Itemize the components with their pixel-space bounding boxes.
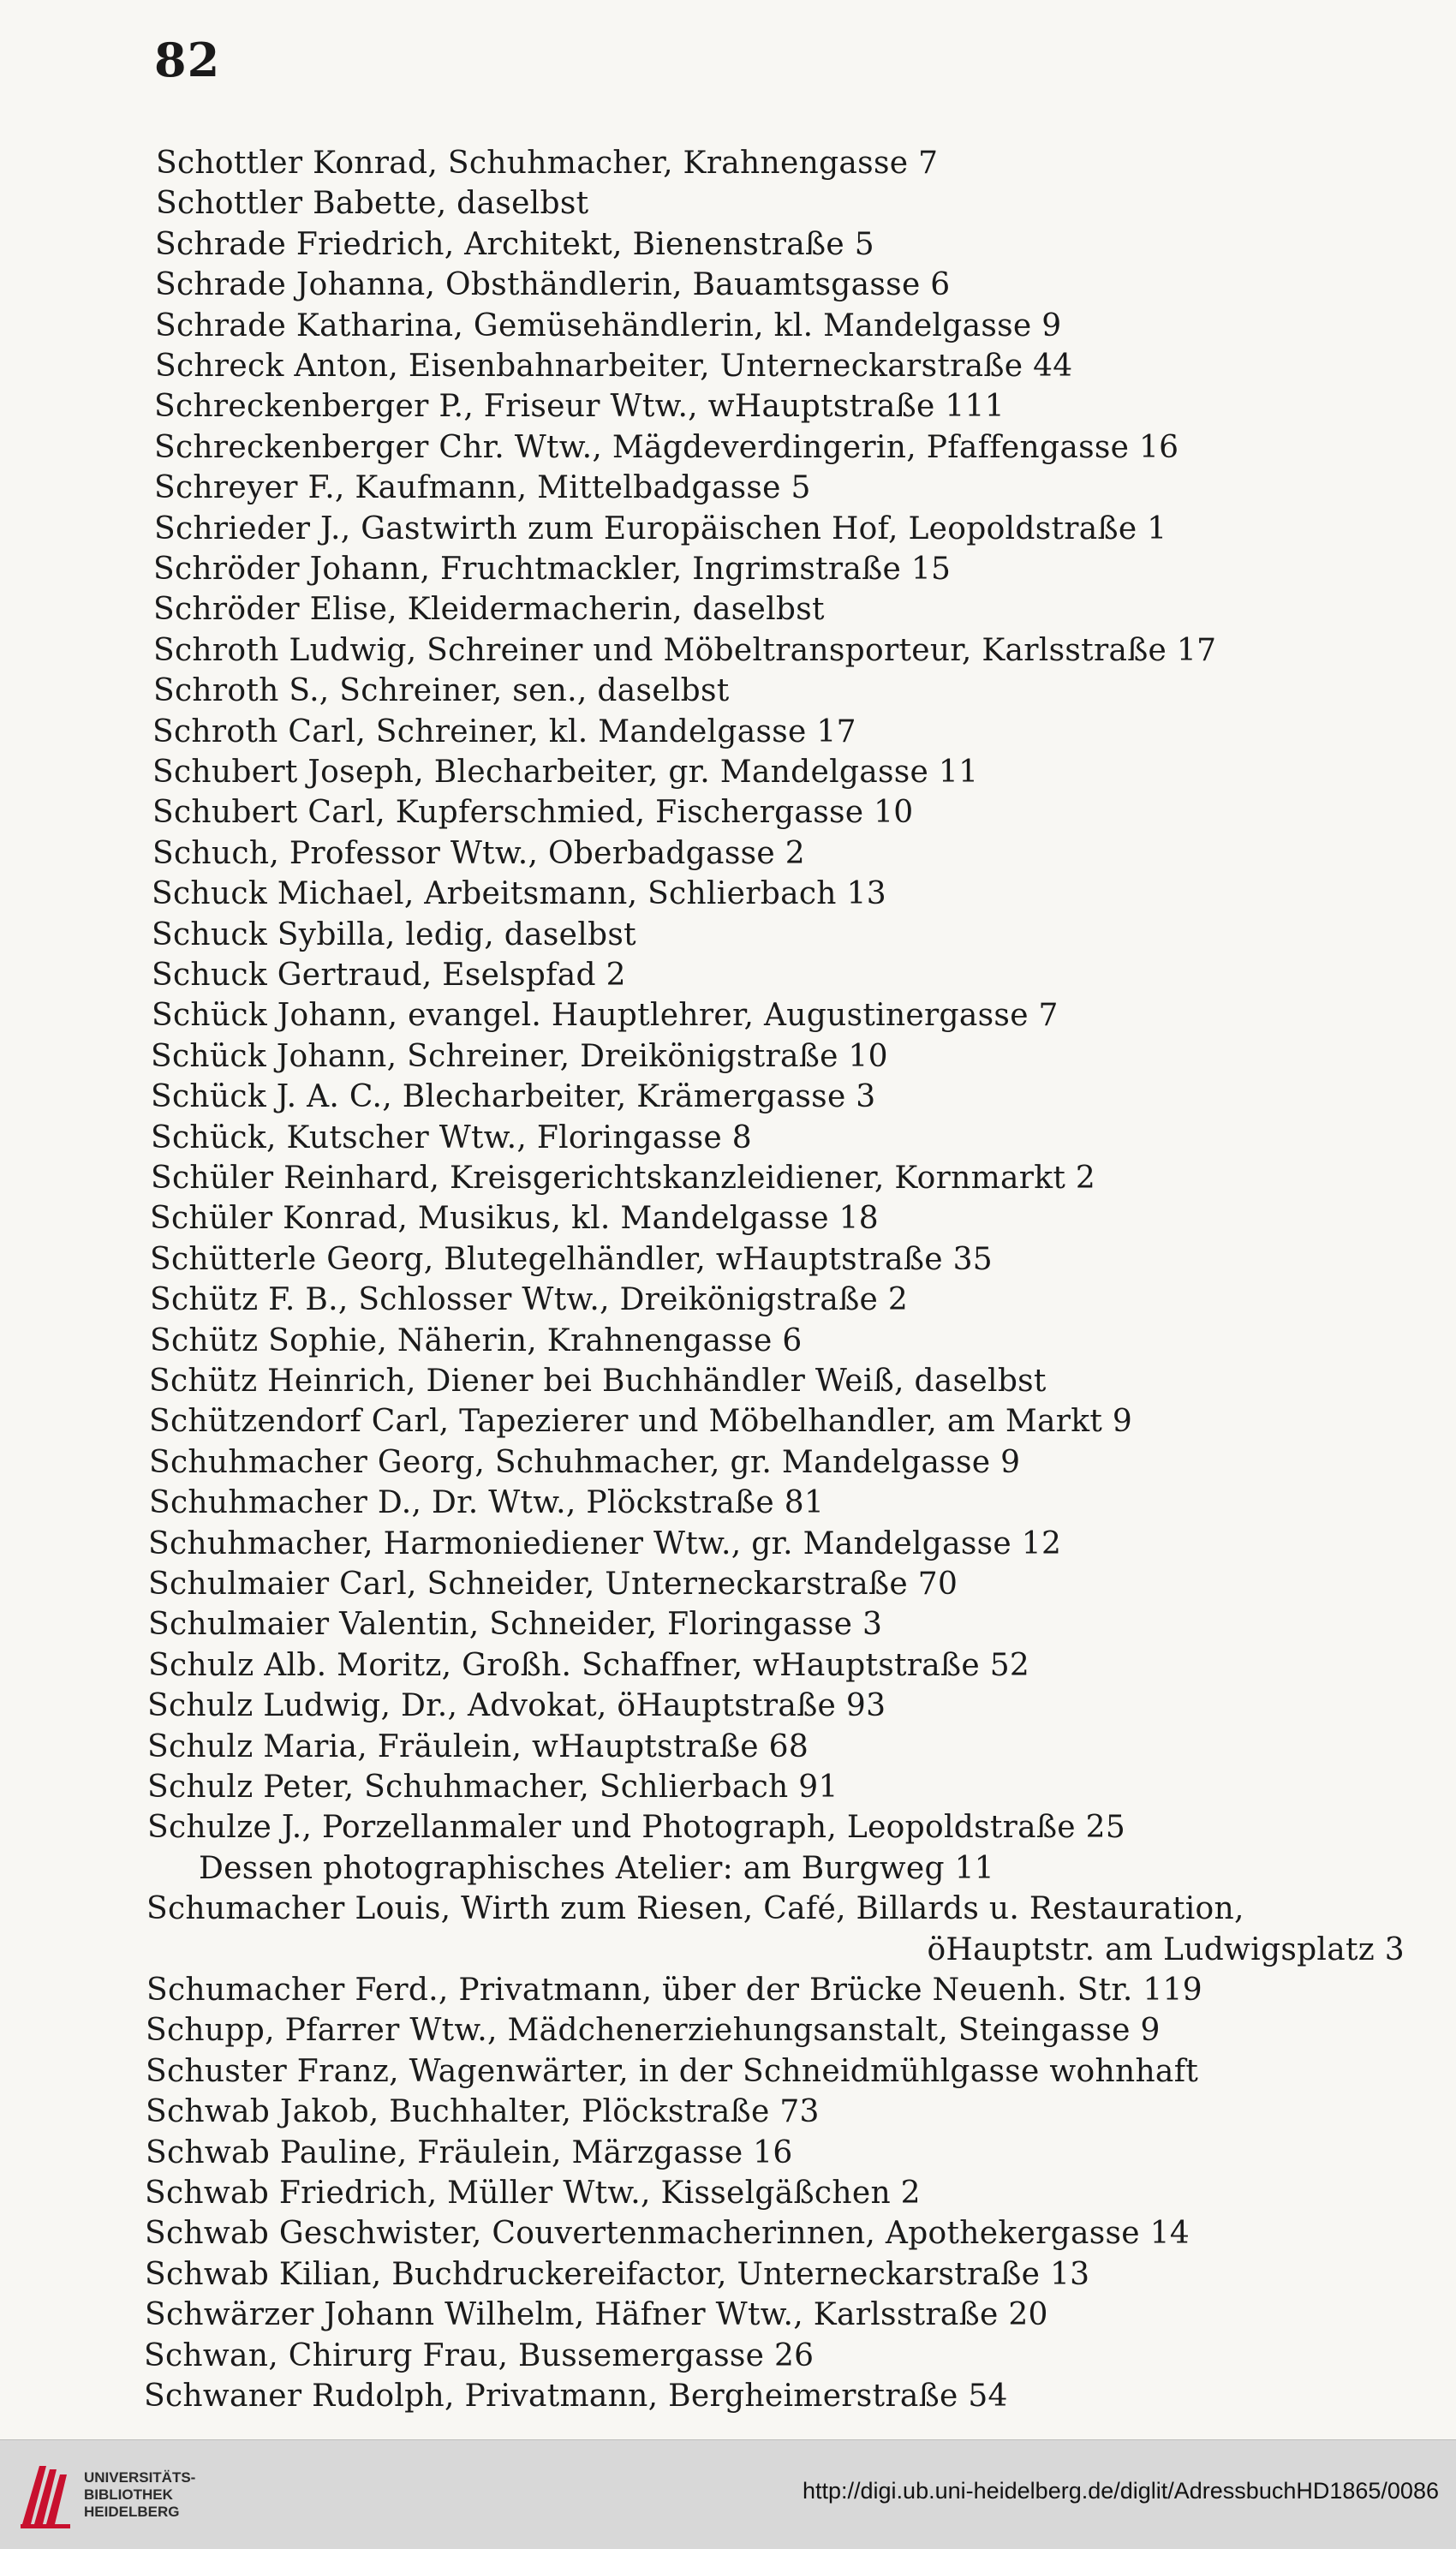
footer-bar (0, 2439, 1456, 2549)
directory-entry: Schrade Johanna, Obsthändlerin, Bauamtsgasse 6 (155, 267, 951, 303)
directory-entry: Schück Johann, Schreiner, Dreikönigstraße 10 (151, 1038, 888, 1074)
directory-entry: Schütz Heinrich, Diener bei Buchhändler Weiß, daselbst (149, 1364, 1047, 1399)
university-library-logo-icon (15, 2457, 77, 2531)
directory-entry: Schütterle Georg, Blutegelhändler, wHauptstraße 35 (150, 1241, 993, 1277)
directory-entry: Schumacher Louis, Wirth zum Riesen, Café, Billards u. Restauration, (146, 1891, 1244, 1927)
directory-entry: Schuster Franz, Wagenwärter, in der Schneidmühlgasse wohnhaft (146, 2053, 1199, 2089)
directory-entry: Schottler Babette, daselbst (156, 186, 589, 222)
directory-entry: Schröder Johann, Fruchtmackler, Ingrimstraße 15 (153, 552, 952, 587)
directory-entry: Schwaner Rudolph, Privatmann, Bergheimerstraße 54 (144, 2379, 1008, 2414)
directory-entry: Schrade Friedrich, Architekt, Bienenstraße 5 (155, 226, 874, 262)
directory-entry: Schreckenberger P., Friseur Wtw., wHauptstraße 111 (154, 389, 1005, 425)
directory-entry: Schwärzer Johann Wilhelm, Häfner Wtw., Karlsstraße 20 (145, 2297, 1048, 2333)
directory-entry: Schulz Ludwig, Dr., Advokat, öHauptstraße 93 (147, 1688, 886, 1724)
directory-entry: Schumacher Ferd., Privatmann, über der Brücke Neuenh. Str. 119 (146, 1973, 1202, 2008)
directory-entry: Schulmaier Valentin, Schneider, Floringasse 3 (148, 1607, 883, 1643)
directory-entry: Schrade Katharina, Gemüsehändlerin, kl. Mandelgasse 9 (155, 307, 1062, 343)
directory-entry: Schütz Sophie, Näherin, Krahnengasse 6 (150, 1322, 803, 1358)
directory-entry: Schüler Konrad, Musikus, kl. Mandelgasse 18 (150, 1201, 879, 1237)
directory-entry: Schupp, Pfarrer Wtw., Mädchenerziehungsanstalt, Steingasse 9 (146, 2013, 1161, 2049)
directory-entry: Schwan, Chirurg Frau, Bussemergasse 26 (144, 2337, 815, 2373)
directory-entry: Schwab Geschwister, Couvertenmacherinnen, Apothekergasse 14 (145, 2216, 1190, 2252)
directory-entry: Schück Johann, evangel. Hauptlehrer, Augustinergasse 7 (152, 998, 1059, 1034)
directory-entry: Schreckenberger Chr. Wtw., Mägdeverdingerin, Pfaffengasse 16 (154, 429, 1179, 465)
directory-entry: Schulmaier Carl, Schneider, Unterneckarstraße 70 (148, 1567, 958, 1602)
directory-entry: Schulz Maria, Fräulein, wHauptstraße 68 (147, 1728, 809, 1764)
directory-entry: Schwab Jakob, Buchhalter, Plöckstraße 73 (146, 2094, 820, 2130)
directory-entry: Schwab Pauline, Fräulein, Märzgasse 16 (146, 2134, 793, 2170)
directory-entry: Schuch, Professor Wtw., Oberbadgasse 2 (152, 835, 805, 871)
directory-entry: Schütz F. B., Schlosser Wtw., Dreikönigstraße 2 (150, 1282, 909, 1318)
directory-entry: Schulz Alb. Moritz, Großh. Schaffner, wHauptstraße 52 (148, 1647, 1030, 1683)
directory-entry: Schubert Carl, Kupferschmied, Fischergasse 10 (152, 795, 914, 831)
directory-entry: öHauptstr. am Ludwigsplatz 3 (927, 1931, 1405, 1967)
directory-entry: Schreyer F., Kaufmann, Mittelbadgasse 5 (154, 470, 811, 506)
directory-entry: Schreck Anton, Eisenbahnarbeiter, Unterneckarstraße 44 (155, 349, 1073, 384)
directory-entry: Schulze J., Porzellanmaler und Photograph, Leopoldstraße 25 (147, 1810, 1126, 1846)
page-number: 82 (154, 33, 221, 87)
directory-entry: Schulz Peter, Schuhmacher, Schlierbach 91 (147, 1770, 838, 1805)
directory-entry: Schroth Ludwig, Schreiner und Möbeltransporteur, Karlsstraße 17 (153, 632, 1217, 668)
library-name: UNIVERSITÄTS- BIBLIOTHEK HEIDELBERG (84, 2469, 196, 2520)
directory-entry: Schuhmacher, Harmoniediener Wtw., gr. Mandelgasse 12 (148, 1525, 1062, 1561)
directory-entry: Schubert Joseph, Blecharbeiter, gr. Mandelgasse 11 (152, 755, 979, 790)
directory-entry: Schuck Sybilla, ledig, daselbst (152, 916, 636, 952)
source-url[interactable]: http://digi.ub.uni-heidelberg.de/diglit/AdressbuchHD1865/0086 (802, 2478, 1439, 2504)
directory-entry: Schwab Friedrich, Müller Wtw., Kisselgäßchen 2 (145, 2176, 921, 2211)
directory-entry: Schröder Elise, Kleidermacherin, daselbst (153, 592, 825, 628)
directory-entry: Schützendorf Carl, Tapezierer und Möbelhandler, am Markt 9 (149, 1404, 1133, 1440)
directory-entry: Schuck Gertraud, Eselspfad 2 (152, 958, 626, 993)
directory-entry: Schrieder J., Gastwirth zum Europäischen Hof, Leopoldstraße 1 (154, 510, 1167, 546)
directory-entry: Schuck Michael, Arbeitsmann, Schlierbach 13 (152, 876, 886, 912)
directory-entry: Schuhmacher Georg, Schuhmacher, gr. Mandelgasse 9 (149, 1444, 1021, 1480)
directory-entry: Schroth S., Schreiner, sen., daselbst (153, 673, 730, 709)
directory-entry: Schroth Carl, Schreiner, kl. Mandelgasse 17 (152, 713, 856, 749)
directory-entry: Schück J. A. C., Blecharbeiter, Krämergasse 3 (151, 1079, 876, 1115)
directory-entry: Schuhmacher D., Dr. Wtw., Plöckstraße 81 (149, 1485, 825, 1521)
directory-entry: Dessen photographisches Atelier: am Burgweg 11 (199, 1850, 995, 1886)
directory-entry: Schwab Kilian, Buchdruckereifactor, Unterneckarstraße 13 (145, 2256, 1090, 2292)
directory-entry: Schottler Konrad, Schuhmacher, Krahnengasse 7 (156, 146, 939, 181)
directory-entry: Schück, Kutscher Wtw., Floringasse 8 (151, 1119, 752, 1155)
directory-entry: Schüler Reinhard, Kreisgerichtskanzleidiener, Kornmarkt 2 (151, 1161, 1096, 1196)
